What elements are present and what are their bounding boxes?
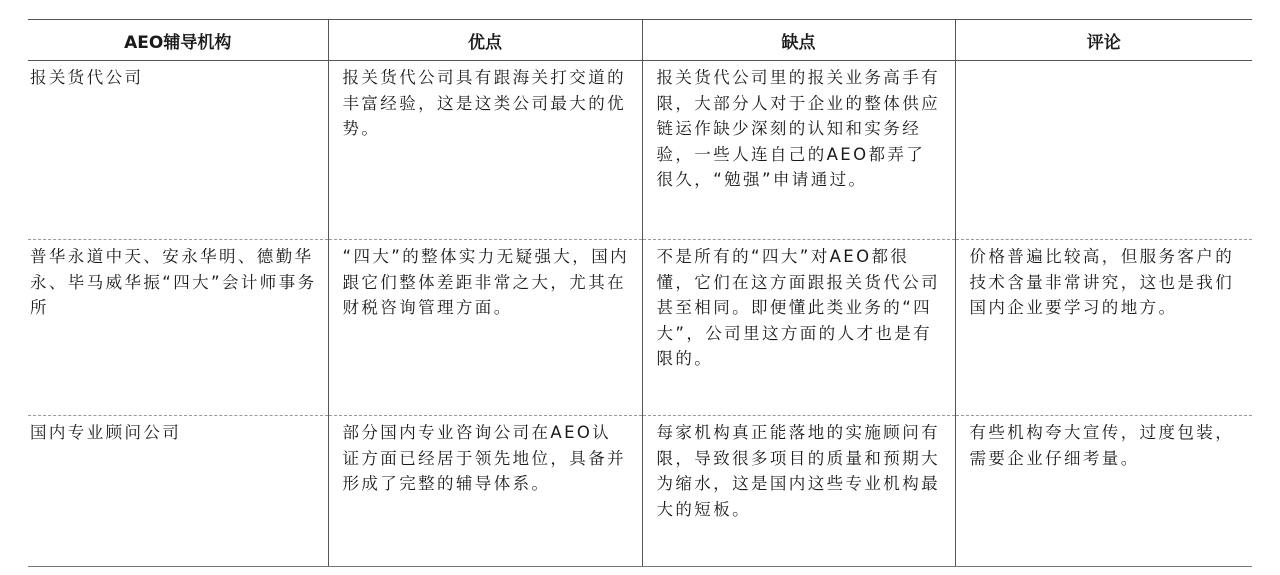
cell-comment: 有些机构夸大宣传，过度包装，需要企业仔细考量。 — [955, 416, 1252, 567]
header-agency: AEO辅导机构 — [28, 20, 328, 61]
cell-pros: “四大”的整体实力无疑强大，国内跟它们整体差距非常之大，尤其在财税咨询管理方面。 — [328, 240, 642, 416]
cell-agency: 普华永道中天、安永华明、德勤华永、毕马威华振“四大”会计师事务所 — [28, 240, 328, 416]
cell-comment: 价格普遍比较高，但服务客户的技术含量非常讲究，这也是我们国内企业要学习的地方。 — [955, 240, 1252, 416]
table-row — [28, 61, 1252, 240]
aeo-comparison-table-wrapper — [28, 19, 1252, 567]
table-row — [28, 416, 1252, 567]
table-body — [28, 61, 1252, 567]
cell-agency: 国内专业顾问公司 — [28, 416, 328, 567]
cell-pros: 报关货代公司具有跟海关打交道的丰富经验，这是这类公司最大的优势。 — [328, 61, 642, 240]
header-pros: 优点 — [328, 20, 642, 61]
header-row — [28, 20, 1252, 61]
header-comment: 评论 — [955, 20, 1252, 61]
cell-cons: 报关货代公司里的报关业务高手有限，大部分人对于企业的整体供应链运作缺少深刻的认知和实务经验，一些人连自己的AEO都弄了很久，“勉强”申请通过。 — [642, 61, 955, 240]
cell-cons: 不是所有的“四大”对AEO都很懂，它们在这方面跟报关货代公司甚至相同。即便懂此类业务的“四大”，公司里这方面的人才也是有限的。 — [642, 240, 955, 416]
cell-cons: 每家机构真正能落地的实施顾问有限，导致很多项目的质量和预期大为缩水，这是国内这些专业机构最大的短板。 — [642, 416, 955, 567]
cell-agency: 报关货代公司 — [28, 61, 328, 240]
aeo-comparison-table — [28, 19, 1252, 567]
cell-pros: 部分国内专业咨询公司在AEO认证方面已经居于领先地位，具备并形成了完整的辅导体系。 — [328, 416, 642, 567]
header-cons: 缺点 — [642, 20, 955, 61]
table-row — [28, 240, 1252, 416]
cell-comment — [955, 61, 1252, 240]
table-header — [28, 20, 1252, 61]
